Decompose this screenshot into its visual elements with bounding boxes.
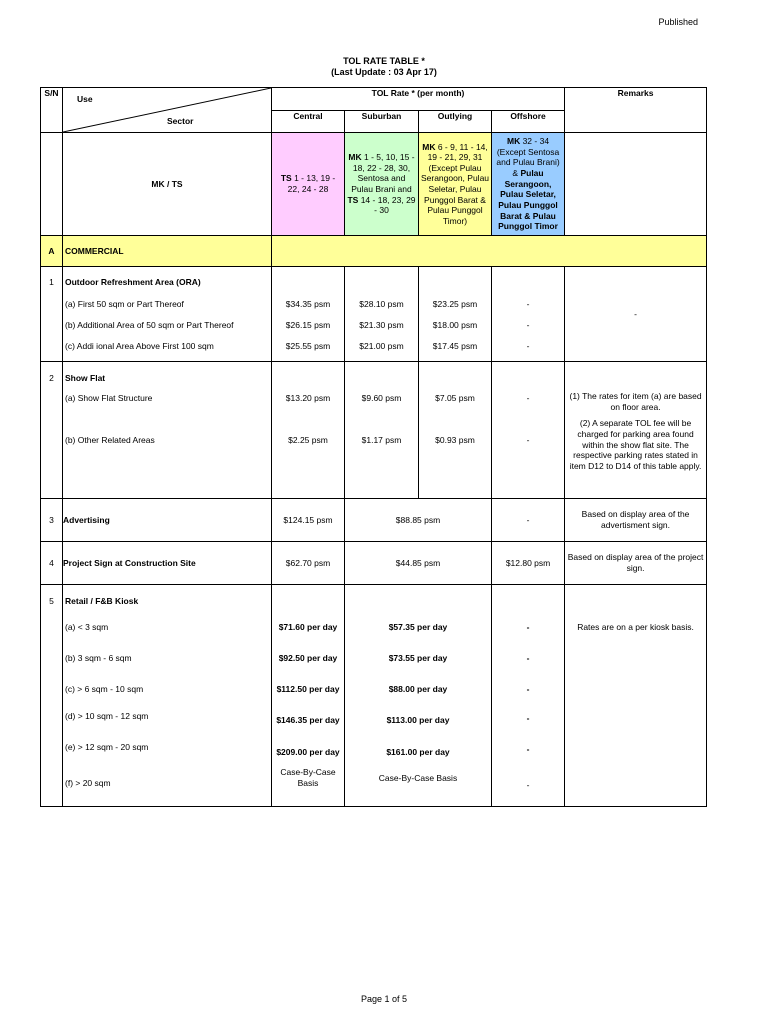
suburban-mk-text: 1 - 5, 10, 15 - 18, 22 - 28, 30, Sentosa and Pulau Brani and: [351, 152, 415, 194]
item1a-offshore: -: [526, 299, 530, 309]
item2-remark: [565, 362, 707, 499]
tol-rate-table: [40, 87, 707, 807]
central-zones: [272, 133, 345, 236]
sector-header: Sector: [167, 116, 194, 126]
item5-remark: [565, 585, 707, 807]
item1b-central: $26.15 psm: [285, 320, 331, 330]
item1c-outlying: $17.45 psm: [432, 341, 478, 351]
item2b-offshore: -: [526, 435, 530, 445]
published-label: Published: [658, 17, 698, 27]
use-header: Use: [77, 94, 93, 104]
item4-suburban-outlying: $44.85 psm: [345, 542, 492, 585]
item5-offshore: [492, 585, 565, 807]
central-ts-label: TS: [280, 173, 292, 184]
item1c-offshore: -: [526, 341, 530, 351]
item4-title: Project Sign at Construction Site: [63, 542, 272, 585]
item5a-sub-out: $57.35 per day: [388, 622, 448, 632]
item2-central: [272, 362, 345, 499]
item5b-central: $92.50 per day: [278, 653, 338, 663]
item2-sn: 2: [41, 362, 63, 499]
item5-remark-text: Rates are on a per kiosk basis.: [577, 622, 694, 632]
item1-row-c: (c) Addi ional Area Above First 100 sqm: [65, 341, 214, 351]
item5e-offshore: -: [526, 744, 530, 754]
use-sector-header: [63, 88, 272, 133]
remarks-header: Remarks: [565, 88, 707, 133]
item5-row-e: (e) > 12 sqm - 20 sqm: [65, 742, 149, 752]
item5-title: Retail / F&B Kiosk: [65, 596, 139, 606]
item5a-offshore: -: [526, 622, 530, 632]
item5e-sub-out: $161.00 per day: [386, 747, 450, 757]
section-a-sn: A: [41, 236, 63, 267]
item1-labels: [63, 267, 272, 362]
item3-central: $124.15 psm: [272, 499, 345, 542]
item2-remark-2: (2) A separate TOL fee will be charged for parking area found within the show flat site. The respective parking rates stated in item D12 to D14 of this table apply.: [569, 418, 702, 471]
suburban-header: Suburban: [345, 111, 419, 133]
item5-row-f: (f) > 20 sqm: [65, 778, 111, 788]
item5-central: [272, 585, 345, 807]
offshore-mk-text: 32 - 34 (Except Sentosa and Pulau Brani) &: [496, 136, 560, 179]
item5e-central: $209.00 per day: [276, 747, 340, 757]
offshore-zones: [492, 133, 565, 236]
section-a-label: COMMERCIAL: [63, 236, 272, 267]
item2b-suburban: $1.17 psm: [361, 435, 402, 445]
item4-central: $62.70 psm: [272, 542, 345, 585]
item2-labels: [63, 362, 272, 499]
last-update: (Last Update : 03 Apr 17): [331, 67, 437, 77]
item1-remark: -: [565, 267, 707, 362]
outlying-header: Outlying: [419, 111, 492, 133]
mkts-label: MK / TS: [151, 178, 183, 189]
central-ts-text: 1 - 13, 19 - 22, 24 - 28: [287, 173, 336, 194]
sn-header: S/N: [41, 88, 63, 133]
item1-sn: 1: [41, 267, 63, 362]
item1-outlying: [419, 267, 492, 362]
tol-rate-header: TOL Rate * (per month): [272, 88, 565, 111]
mkts-label-cell: [63, 133, 272, 236]
central-header: Central: [272, 111, 345, 133]
item5-row-a: (a) < 3 sqm: [65, 622, 109, 632]
item2-row-b: (b) Other Related Areas: [65, 435, 155, 445]
outlying-mk-label: MK: [422, 141, 436, 152]
item1b-offshore: -: [526, 320, 530, 330]
outlying-mk-text: 6 - 9, 11 - 14, 19 - 21, 29, 31 (Except Pulau Serangoon, Pulau Seletar, Pulau Punggol Barat & Pulau Punggol Timor): [420, 141, 490, 226]
item3-sn: 3: [41, 499, 63, 542]
item5c-central: $112.50 per day: [276, 684, 340, 694]
item5a-central: $71.60 per day: [278, 622, 338, 632]
item2a-offshore: -: [526, 393, 530, 403]
item2-row-a: (a) Show Flat Structure: [65, 393, 153, 403]
item3-offshore: -: [492, 499, 565, 542]
item1-suburban: [345, 267, 419, 362]
item5-row-b: (b) 3 sqm - 6 sqm: [65, 653, 132, 663]
item5d-offshore: -: [526, 713, 530, 723]
page-number: Page 1 of 5: [360, 994, 408, 1004]
item4-offshore: $12.80 psm: [492, 542, 565, 585]
item1-offshore: [492, 267, 565, 362]
offshore-bold-text: Pulau Serangoon, Pulau Seletar, Pulau Punggol Barat & Pulau Punggol Timor: [498, 168, 558, 232]
item5-labels: [63, 585, 272, 807]
suburban-ts-label: TS: [347, 194, 359, 205]
item1c-suburban: $21.00 psm: [359, 341, 404, 351]
item5c-offshore: -: [526, 684, 530, 694]
item1c-central: $25.55 psm: [285, 341, 331, 351]
item5f-offshore: -: [526, 780, 530, 790]
item1-row-b: (b) Additional Area of 50 sqm or Part Thereof: [65, 320, 234, 330]
item1-row-a: (a) First 50 sqm or Part Thereof: [65, 299, 184, 309]
item4-remark: Based on display area of the project sign.: [565, 542, 707, 585]
item4-sn: 4: [41, 542, 63, 585]
item5-suburban-outlying: [345, 585, 492, 807]
item2b-outlying: $0.93 psm: [435, 435, 475, 445]
item2-suburban: [345, 362, 419, 499]
offshore-header: Offshore: [492, 111, 565, 133]
item5d-central: $146.35 per day: [276, 715, 340, 725]
item5d-sub-out: $113.00 per day: [386, 715, 450, 725]
item1a-central: $34.35 psm: [285, 299, 331, 309]
item2a-suburban: $9.60 psm: [361, 393, 402, 403]
section-a-fill: [272, 236, 707, 267]
suburban-ts-text: 14 - 18, 23, 29 - 30: [358, 194, 416, 216]
item1a-suburban: $28.10 psm: [359, 299, 404, 309]
item1b-suburban: $21.30 psm: [359, 320, 404, 330]
item5b-sub-out: $73.55 per day: [388, 653, 448, 663]
item5f-sub-out: Case-By-Case Basis: [378, 773, 458, 783]
item3-title: Advertising: [63, 499, 272, 542]
document-title: TOL RATE TABLE *: [343, 56, 425, 66]
offshore-mk-label: MK: [506, 136, 521, 147]
item1a-outlying: $23.25 psm: [432, 299, 478, 309]
item1-central: [272, 267, 345, 362]
item5-sn: 5: [41, 585, 63, 807]
item2-offshore: [492, 362, 565, 499]
item3-suburban-outlying: $88.85 psm: [345, 499, 492, 542]
item2-remark-1: (1) The rates for item (a) are based on floor area.: [569, 391, 702, 412]
item5-row-d: (d) > 10 sqm - 12 sqm: [65, 711, 149, 721]
item2b-central: $2.25 psm: [288, 435, 328, 445]
suburban-zones: [345, 133, 419, 236]
item5c-sub-out: $88.00 per day: [388, 684, 448, 694]
item2a-outlying: $7.05 psm: [435, 393, 475, 403]
item2-outlying: [419, 362, 492, 499]
outlying-zones: [419, 133, 492, 236]
item2-title: Show Flat: [65, 373, 106, 383]
item5f-central: Case-By-Case Basis: [280, 767, 336, 788]
item1-title: Outdoor Refreshment Area (ORA): [65, 277, 201, 287]
item2a-central: $13.20 psm: [285, 393, 331, 403]
mkts-sn: [41, 133, 63, 236]
suburban-mk-label: MK: [348, 152, 362, 163]
item5b-offshore: -: [526, 653, 530, 663]
item1b-outlying: $18.00 psm: [432, 320, 478, 330]
mkts-remarks: [565, 133, 707, 236]
item3-remark: Based on display area of the advertisment sign.: [565, 499, 707, 542]
item5-row-c: (c) > 6 sqm - 10 sqm: [65, 684, 144, 694]
